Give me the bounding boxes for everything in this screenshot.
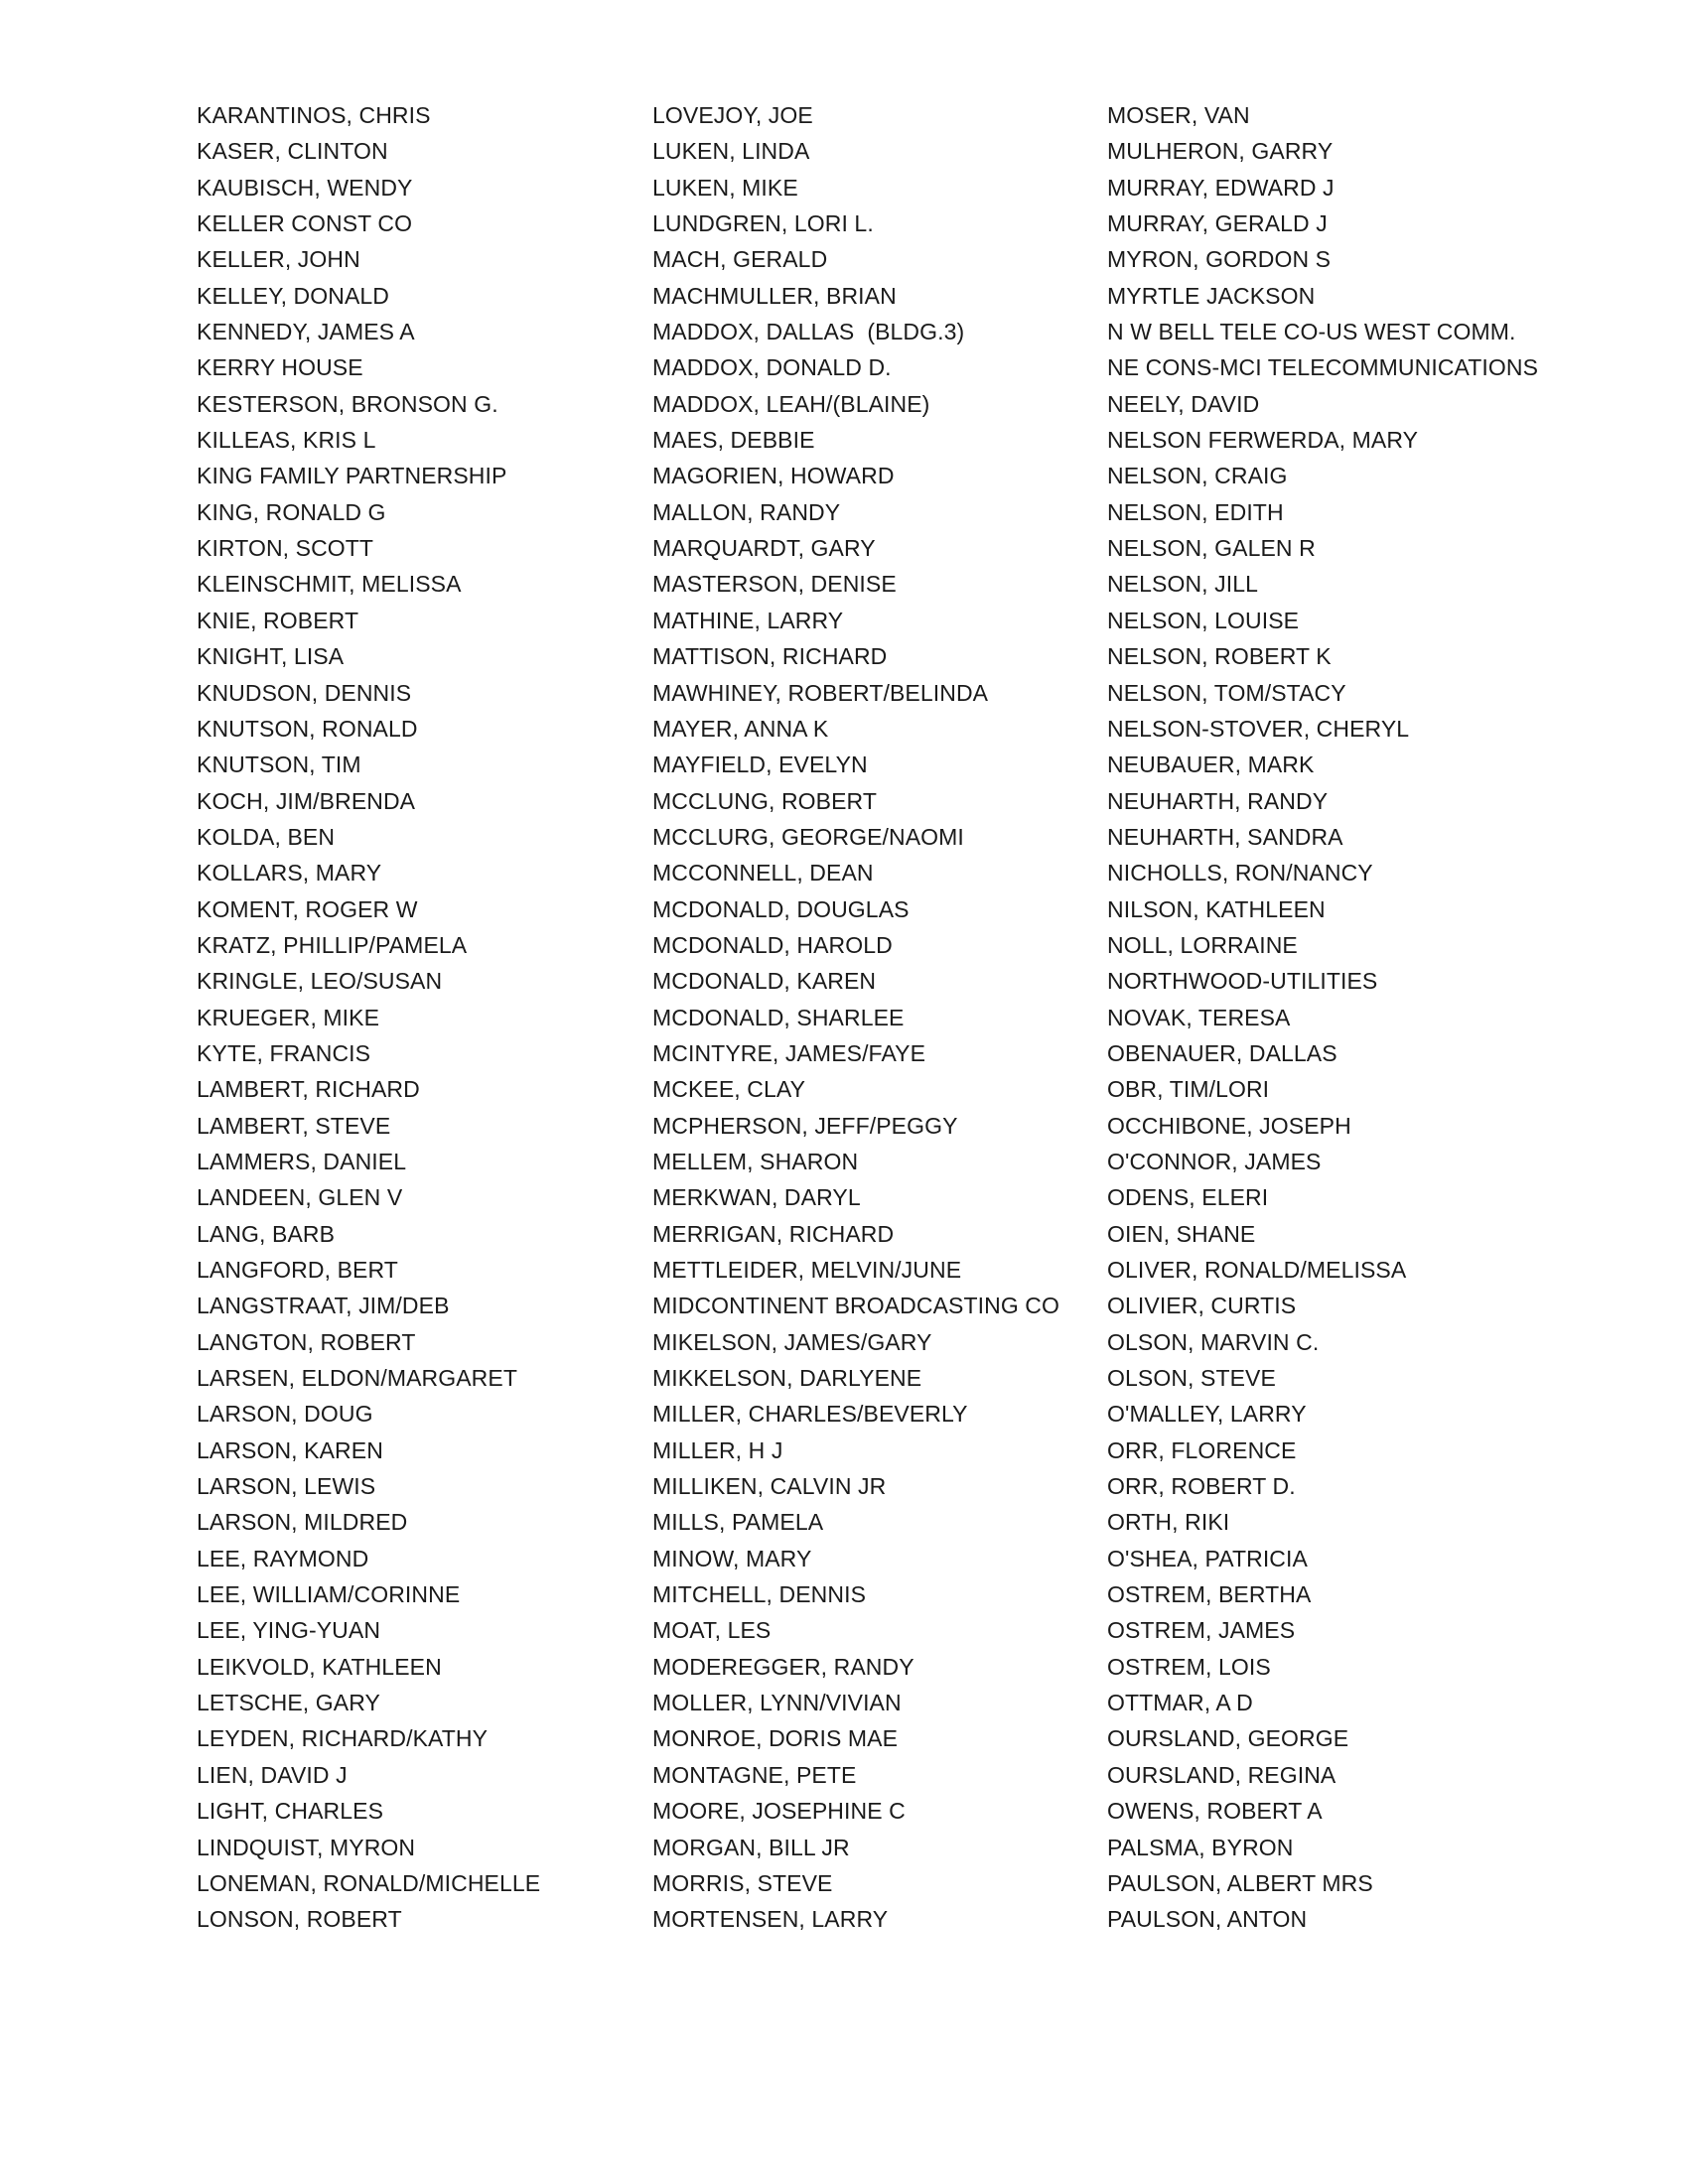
list-item: OWENS, ROBERT A [1107, 1798, 1323, 1825]
list-item: KOCH, JIM/BRENDA [197, 787, 416, 814]
list-item: NEUHARTH, SANDRA [1107, 823, 1343, 850]
list-item: KNUTSON, TIM [197, 751, 361, 778]
list-item: OBR, TIM/LORI [1107, 1076, 1270, 1103]
list-item: LAMBERT, RICHARD [197, 1076, 420, 1103]
list-item: OURSLAND, REGINA [1107, 1761, 1336, 1788]
list-item: ORTH, RIKI [1107, 1509, 1230, 1536]
list-item: LINDQUIST, MYRON [197, 1834, 416, 1860]
list-item: LONSON, ROBERT [197, 1906, 402, 1933]
list-item: LANGTON, ROBERT [197, 1328, 416, 1355]
list-item: NELSON, ROBERT K [1107, 643, 1332, 670]
list-item: MURRAY, GERALD J [1107, 210, 1328, 237]
list-item: NILSON, KATHLEEN [1107, 895, 1326, 922]
list-item: KNUTSON, RONALD [197, 715, 418, 742]
list-item: MILLIKEN, CALVIN JR [652, 1473, 887, 1500]
list-item: KOLLARS, MARY [197, 860, 382, 887]
list-item: KING FAMILY PARTNERSHIP [197, 463, 507, 489]
list-item: MALLON, RANDY [652, 498, 841, 525]
list-item: NELSON, JILL [1107, 571, 1259, 598]
list-item: KING, RONALD G [197, 498, 386, 525]
list-item: OSTREM, LOIS [1107, 1653, 1271, 1680]
list-item: LARSON, MILDRED [197, 1509, 408, 1536]
name-column-3 [1107, 99, 1663, 1940]
list-item: KIRTON, SCOTT [197, 535, 374, 562]
list-item: MELLEM, SHARON [652, 1148, 859, 1174]
list-item: MINOW, MARY [652, 1545, 812, 1571]
list-item: OLIVIER, CURTIS [1107, 1293, 1297, 1319]
list-item: NOLL, LORRAINE [1107, 931, 1298, 958]
list-item: MARQUARDT, GARY [652, 535, 876, 562]
list-item: NOVAK, TERESA [1107, 1004, 1291, 1030]
list-item: MONROE, DORIS MAE [652, 1725, 899, 1752]
list-item: OLSON, MARVIN C. [1107, 1328, 1320, 1355]
list-item: NELSON-STOVER, CHERYL [1107, 715, 1410, 742]
list-item: MOSER, VAN [1107, 102, 1250, 128]
list-item: MADDOX, DONALD D. [652, 354, 892, 381]
list-item: NELSON, EDITH [1107, 498, 1284, 525]
list-item: MYRON, GORDON S [1107, 246, 1332, 273]
list-item: MIKELSON, JAMES/GARY [652, 1328, 932, 1355]
list-item: MOAT, LES [652, 1617, 772, 1644]
list-item: MILLER, H J [652, 1436, 783, 1463]
list-item: LOVEJOY, JOE [652, 102, 813, 128]
list-item: LONEMAN, RONALD/MICHELLE [197, 1869, 541, 1896]
list-item: OURSLAND, GEORGE [1107, 1725, 1349, 1752]
list-item: LUKEN, MIKE [652, 174, 798, 201]
list-item: KNIE, ROBERT [197, 607, 359, 633]
list-item: O'SHEA, PATRICIA [1107, 1545, 1308, 1571]
list-item: MADDOX, DALLAS (BLDG.3) [652, 319, 965, 345]
list-item: MCPHERSON, JEFF/PEGGY [652, 1112, 958, 1139]
list-item: PAULSON, ALBERT MRS [1107, 1869, 1373, 1896]
list-item: MORRIS, STEVE [652, 1869, 833, 1896]
list-item: NELSON FERWERDA, MARY [1107, 427, 1419, 454]
list-item: LEE, RAYMOND [197, 1545, 369, 1571]
list-item: MERRIGAN, RICHARD [652, 1220, 895, 1247]
list-item: LIGHT, CHARLES [197, 1798, 384, 1825]
list-item: KASER, CLINTON [197, 138, 388, 165]
list-item: MASTERSON, DENISE [652, 571, 897, 598]
list-item: LANG, BARB [197, 1220, 336, 1247]
list-item: NELSON, TOM/STACY [1107, 679, 1346, 706]
list-item: N W BELL TELE CO-US WEST COMM. [1107, 319, 1516, 345]
list-item: KLEINSCHMIT, MELISSA [197, 571, 462, 598]
list-item: MACH, GERALD [652, 246, 828, 273]
list-item: OCCHIBONE, JOSEPH [1107, 1112, 1351, 1139]
list-item: NEUHARTH, RANDY [1107, 787, 1329, 814]
list-item: OTTMAR, A D [1107, 1690, 1253, 1716]
list-item: PAULSON, ANTON [1107, 1906, 1308, 1933]
list-item: MAYER, ANNA K [652, 715, 829, 742]
list-item: LIEN, DAVID J [197, 1761, 348, 1788]
list-item: KELLER, JOHN [197, 246, 360, 273]
list-item: PALSMA, BYRON [1107, 1834, 1294, 1860]
list-item: MORGAN, BILL JR [652, 1834, 850, 1860]
list-item: ODENS, ELERI [1107, 1184, 1269, 1211]
list-item: NEUBAUER, MARK [1107, 751, 1315, 778]
list-item: MILLER, CHARLES/BEVERLY [652, 1401, 968, 1428]
list-item: KELLER CONST CO [197, 210, 413, 237]
list-item: OSTREM, BERTHA [1107, 1581, 1312, 1608]
list-item: MAYFIELD, EVELYN [652, 751, 868, 778]
list-item: ORR, ROBERT D. [1107, 1473, 1296, 1500]
list-item: LEIKVOLD, KATHLEEN [197, 1653, 442, 1680]
list-item: MCKEE, CLAY [652, 1076, 806, 1103]
list-item: MORTENSEN, LARRY [652, 1906, 889, 1933]
list-item: LANGSTRAAT, JIM/DEB [197, 1293, 450, 1319]
list-item: KERRY HOUSE [197, 354, 363, 381]
list-item: MULHERON, GARRY [1107, 138, 1334, 165]
list-item: MURRAY, EDWARD J [1107, 174, 1335, 201]
list-item: MCDONALD, DOUGLAS [652, 895, 910, 922]
list-item: LEE, YING-YUAN [197, 1617, 381, 1644]
list-item: MIKKELSON, DARLYENE [652, 1365, 922, 1392]
list-item: OLSON, STEVE [1107, 1365, 1276, 1392]
list-item: NORTHWOOD-UTILITIES [1107, 968, 1378, 995]
list-item: MCDONALD, KAREN [652, 968, 877, 995]
list-item: LARSON, LEWIS [197, 1473, 376, 1500]
list-item: OIEN, SHANE [1107, 1220, 1256, 1247]
list-item: KARANTINOS, CHRIS [197, 102, 431, 128]
list-item: MOORE, JOSEPHINE C [652, 1798, 906, 1825]
list-item: NEELY, DAVID [1107, 390, 1260, 417]
list-item: LARSON, KAREN [197, 1436, 383, 1463]
list-item: MCCLUNG, ROBERT [652, 787, 877, 814]
list-item: O'MALLEY, LARRY [1107, 1401, 1307, 1428]
list-item: KRUEGER, MIKE [197, 1004, 380, 1030]
list-item: LARSON, DOUG [197, 1401, 373, 1428]
list-item: MOLLER, LYNN/VIVIAN [652, 1690, 902, 1716]
list-item: LEE, WILLIAM/CORINNE [197, 1581, 461, 1608]
list-item: OSTREM, JAMES [1107, 1617, 1296, 1644]
list-item: MYRTLE JACKSON [1107, 282, 1316, 309]
list-item: NICHOLLS, RON/NANCY [1107, 860, 1373, 887]
list-item: MERKWAN, DARYL [652, 1184, 861, 1211]
list-item: KESTERSON, BRONSON G. [197, 390, 498, 417]
list-item: LUKEN, LINDA [652, 138, 810, 165]
list-item: ORR, FLORENCE [1107, 1436, 1297, 1463]
list-item: MCCONNELL, DEAN [652, 860, 874, 887]
name-column-2 [652, 99, 1089, 1940]
list-item: KRINGLE, LEO/SUSAN [197, 968, 443, 995]
list-item: LAMBERT, STEVE [197, 1112, 391, 1139]
list-item: LETSCHE, GARY [197, 1690, 380, 1716]
list-item: KRATZ, PHILLIP/PAMELA [197, 931, 468, 958]
list-item: LEYDEN, RICHARD/KATHY [197, 1725, 489, 1752]
name-column-1 [197, 99, 633, 1940]
list-item: KAUBISCH, WENDY [197, 174, 413, 201]
list-item: LUNDGREN, LORI L. [652, 210, 874, 237]
list-item: KOLDA, BEN [197, 823, 336, 850]
list-item: O'CONNOR, JAMES [1107, 1148, 1322, 1174]
list-item: KILLEAS, KRIS L [197, 427, 376, 454]
list-item: MODEREGGER, RANDY [652, 1653, 914, 1680]
list-item: OLIVER, RONALD/MELISSA [1107, 1257, 1407, 1283]
list-item: KELLEY, DONALD [197, 282, 390, 309]
list-item: NELSON, GALEN R [1107, 535, 1316, 562]
list-item: MAGORIEN, HOWARD [652, 463, 895, 489]
list-item: MADDOX, LEAH/(BLAINE) [652, 390, 930, 417]
list-item: MACHMULLER, BRIAN [652, 282, 897, 309]
list-item: MCCLURG, GEORGE/NAOMI [652, 823, 964, 850]
list-item: LARSEN, ELDON/MARGARET [197, 1365, 517, 1392]
list-item: MCDONALD, HAROLD [652, 931, 893, 958]
list-item: MATHINE, LARRY [652, 607, 844, 633]
list-item: KENNEDY, JAMES A [197, 319, 415, 345]
list-item: KNUDSON, DENNIS [197, 679, 412, 706]
list-item: MAWHINEY, ROBERT/BELINDA [652, 679, 989, 706]
list-item: NE CONS-MCI TELECOMMUNICATIONS [1107, 354, 1539, 381]
list-item: KYTE, FRANCIS [197, 1039, 371, 1066]
list-item: NELSON, LOUISE [1107, 607, 1300, 633]
list-item: MATTISON, RICHARD [652, 643, 888, 670]
list-item: MITCHELL, DENNIS [652, 1581, 867, 1608]
list-item: LANGFORD, BERT [197, 1257, 398, 1283]
list-item: MONTAGNE, PETE [652, 1761, 857, 1788]
list-item: KNIGHT, LISA [197, 643, 345, 670]
list-item: MAES, DEBBIE [652, 427, 815, 454]
list-item: LANDEEN, GLEN V [197, 1184, 403, 1211]
list-item: KOMENT, ROGER W [197, 895, 418, 922]
list-item: MCINTYRE, JAMES/FAYE [652, 1039, 926, 1066]
list-item: OBENAUER, DALLAS [1107, 1039, 1337, 1066]
list-item: NELSON, CRAIG [1107, 463, 1288, 489]
list-item: MCDONALD, SHARLEE [652, 1004, 905, 1030]
list-item: MIDCONTINENT BROADCASTING CO [652, 1293, 1060, 1319]
list-item: LAMMERS, DANIEL [197, 1148, 407, 1174]
list-item: MILLS, PAMELA [652, 1509, 824, 1536]
list-item: METTLEIDER, MELVIN/JUNE [652, 1257, 962, 1283]
